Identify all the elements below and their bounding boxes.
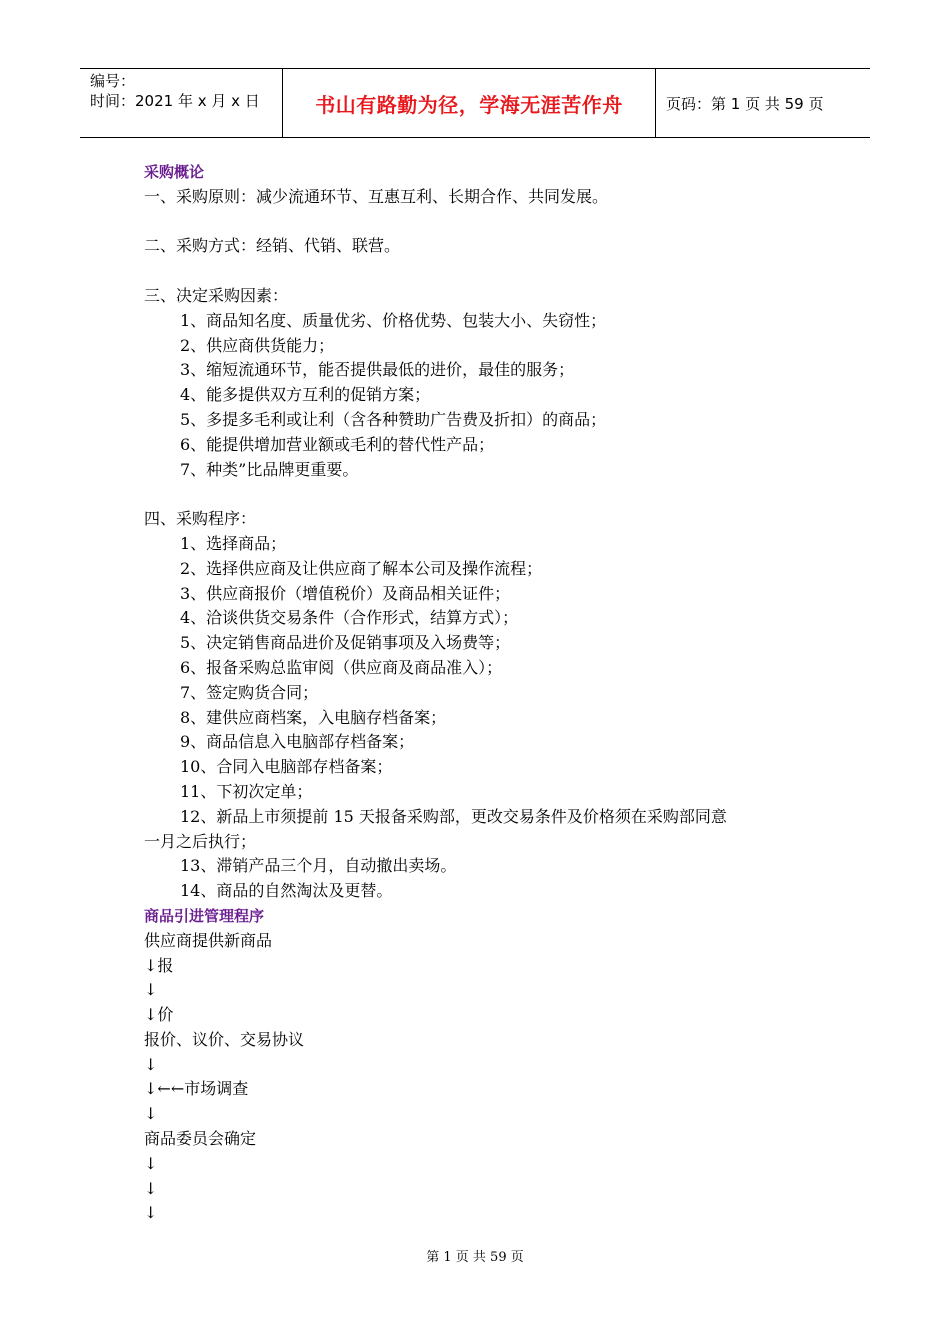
procedure-item: 1、选择商品； <box>180 533 287 553</box>
page-footer: 第 1 页 共 59 页 <box>426 1250 524 1265</box>
procedure-item: 8、建供应商档案，入电脑存档备案； <box>180 707 447 727</box>
procedure-title: 四、采购程序： <box>144 509 257 529</box>
procedure-item-continuation: 一月之后执行； <box>144 831 257 851</box>
flow-step: ↓ <box>144 1054 158 1074</box>
factor-item: 5、多提多毛利或让利（含各种赞助广告费及折扣）的商品； <box>180 409 607 429</box>
flow-step: ↓价 <box>144 1005 174 1025</box>
procedure-item: 2、选择供应商及让供应商了解本公司及操作流程； <box>180 558 543 578</box>
document-header <box>80 68 870 138</box>
flow-step: ↓ <box>144 1178 158 1198</box>
time-label: 时间：2021 年 x 月 x 日 <box>90 92 260 110</box>
procedure-item: 14、商品的自然淘汰及更替。 <box>180 881 393 901</box>
number-label: 编号： <box>90 72 136 90</box>
header-page-label: 页码：第 1 页 共 59 页 <box>666 94 824 113</box>
procedure-item: 9、商品信息入电脑部存档备案； <box>180 732 415 752</box>
factor-item: 2、供应商供货能力； <box>180 335 335 355</box>
document-body <box>144 160 824 1226</box>
procedure-item: 4、洽谈供货交易条件（合作形式，结算方式）； <box>180 608 519 628</box>
header-motto: 书山有路勤为径，学海无涯苦作舟 <box>282 69 656 137</box>
procedure-item: 13、滞销产品三个月，自动撤出卖场。 <box>180 856 457 876</box>
factor-item: 4、能多提供双方互利的促销方案； <box>180 385 431 405</box>
procedure-item: 5、决定销售商品进价及促销事项及入场费等； <box>180 633 511 653</box>
flow-step: ↓ <box>144 1104 158 1124</box>
flow-step: ↓ <box>144 1153 158 1173</box>
flow-step: 商品委员会确定 <box>144 1129 257 1149</box>
procurement-principle: 一、采购原则：减少流通环节、互惠互利、长期合作、共同发展。 <box>144 186 609 206</box>
flow-step: ↓ <box>144 1203 158 1223</box>
procedure-item: 3、供应商报价（增值税价）及商品相关证件； <box>180 583 511 603</box>
flow-step: ↓报 <box>144 955 174 975</box>
procedure-item: 7、签定购货合同； <box>180 682 319 702</box>
procedure-item: 6、报备采购总监审阅（供应商及商品准入）； <box>180 657 503 677</box>
flow-step: 报价、议价、交易协议 <box>144 1029 305 1049</box>
flow-step: ↓ <box>144 980 158 1000</box>
section-heading-procurement: 采购概论 <box>144 163 205 181</box>
factor-item: 6、能提供增加营业额或毛利的替代性产品； <box>180 434 495 454</box>
section-heading-product-introduction: 商品引进管理程序 <box>144 906 265 925</box>
factor-item: 3、缩短流通环节，能否提供最低的进价，最佳的服务； <box>180 360 575 380</box>
flow-step: 供应商提供新商品 <box>144 930 273 950</box>
factors-title: 三、决定采购因素： <box>144 285 289 305</box>
procedure-item: 11、下初次定单； <box>180 781 313 801</box>
factor-item: 7、种类”比品牌更重要。 <box>180 459 359 479</box>
procedure-item: 12、新品上市须提前 15 天报备采购部，更改交易条件及价格须在采购部同意 <box>180 806 727 826</box>
factor-item: 1、商品知名度、质量优劣、价格优势、包装大小、失窃性； <box>180 310 607 330</box>
procedure-item: 10、合同入电脑部存档备案； <box>180 757 393 777</box>
flow-step: ↓←←市场调查 <box>144 1079 249 1099</box>
header-info <box>80 69 282 137</box>
procurement-method: 二、采购方式：经销、代销、联营。 <box>144 236 401 256</box>
